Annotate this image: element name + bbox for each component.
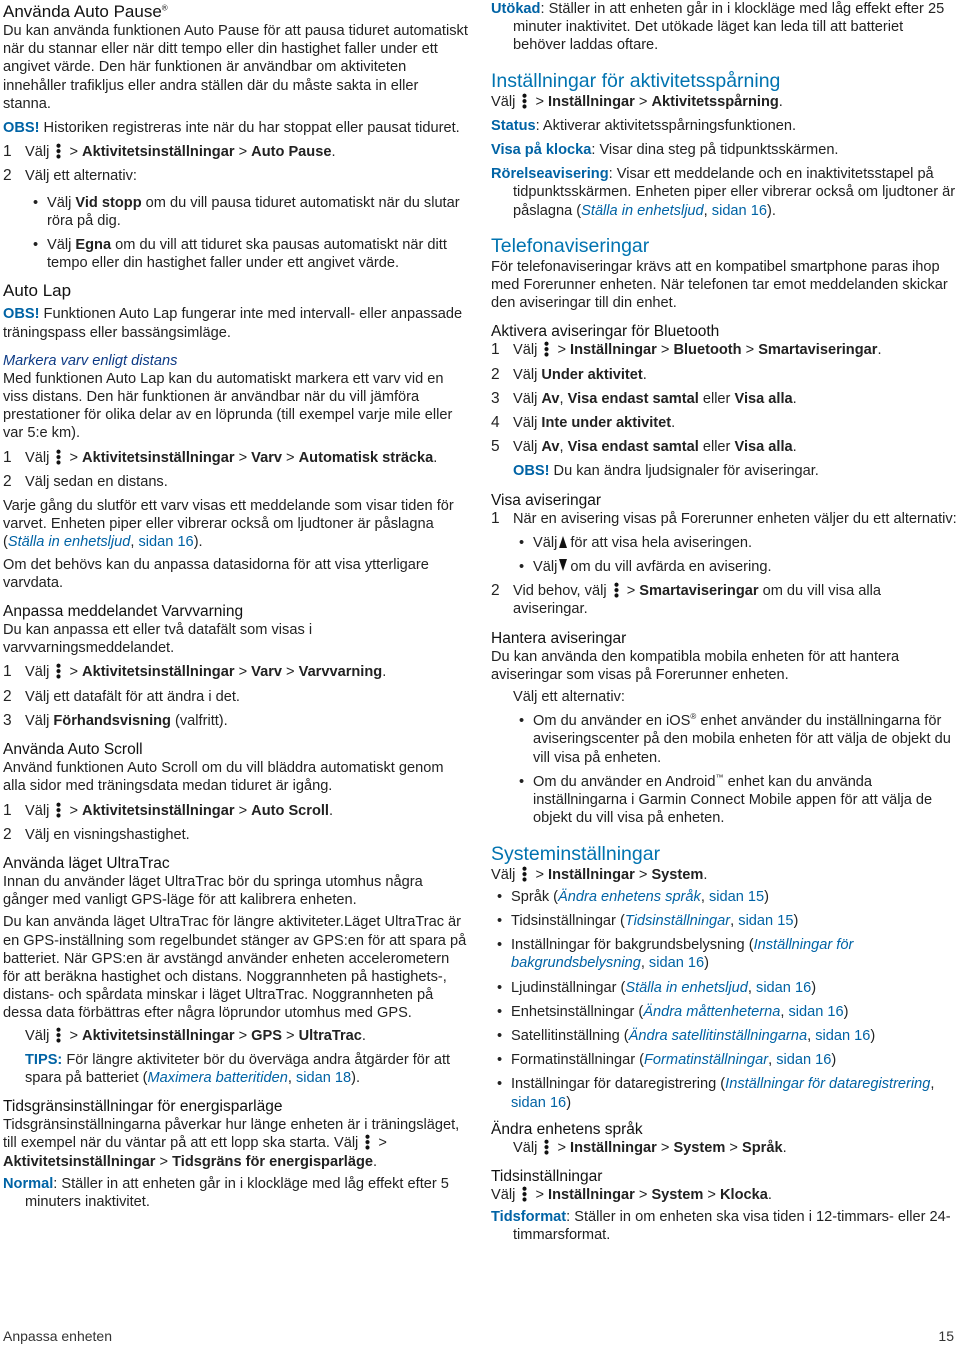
system-settings-link[interactable]: Ställa in enhetsljud xyxy=(625,979,748,996)
system-settings-item: • Inställningar för bakgrundsbelysning (Inställningar för bakgrundsbelysning, sidan 16) xyxy=(491,936,957,972)
activity-status: Status: Aktiverar aktivitetsspårningsfunktionen. xyxy=(491,117,796,134)
link-set-device-sound[interactable]: Ställa in enhetsljud xyxy=(581,202,704,219)
menu-dots-icon xyxy=(522,93,527,109)
view-step-1: 1 När en avisering visas på Forerunner enheten väljer du ett alternativ: xyxy=(491,509,957,527)
system-settings-link[interactable]: Ändra enhetens språk xyxy=(558,888,701,905)
heading-auto-lap: Auto Lap xyxy=(3,281,72,301)
footer-section-title: Anpassa enheten xyxy=(3,1328,112,1344)
menu-dots-icon xyxy=(522,866,527,882)
phone-intro: För telefonaviseringar krävs att en kompatibel smartphone paras ihop med Forerunner enheten. När telefonen tar emot meddelanden skickar den aviseringar till din enhet. xyxy=(491,258,948,312)
heading-activity-tracking: Inställningar för aktivitetsspårning xyxy=(491,69,781,92)
auto-lap-after-1: Varje gång du slutför ett varv visas ett meddelande som visar tiden för varvet. Enheten piper eller vibrerar också om ljudtoner är påslagna (Ställa in enhetsljud, sidan 16). xyxy=(3,498,454,551)
auto-scroll-intro: Använd funktionen Auto Scroll om du vill bläddra automatiskt genom alla sidor med träningsdata medan tiduret är igång. xyxy=(3,760,444,795)
timeout-p1: Tidsgränsinställningarna påverkar hur länge enheten är i träningsläget, till exempel när du väntar på att ett lopp ska starta. Välj > Aktivitetsinställningar > Tidsgräns för energisparläge. xyxy=(3,1117,460,1170)
auto-lap-step-1: 1 Välj > Aktivitetsinställningar > Varv > Automatisk sträcka. xyxy=(3,448,438,466)
auto-lap-after-2: Om det behövs kan du anpassa datasidorna för att visa ytterligare varvdata. xyxy=(3,556,429,591)
heading-change-language: Ändra enhetens språk xyxy=(491,1120,643,1138)
manage-option-ios: • Om du använder en iOS® enhet använder du inställningarna för aviseringscenter på den mobila enheten för att välja de objekt du vill visa på enheten. xyxy=(513,712,957,767)
activity-move-alert: Rörelseavisering: Visar ett meddelande och en inaktivitetsstapel på tidpunktsskärmen. Enheten piper eller vibrerar också om ljudtoner är påslagna (Ställa in enhetsljud, sidan 16). xyxy=(491,166,956,219)
lap-alert-step-3: 3 Välj Förhandsvisning (valfritt). xyxy=(3,711,228,729)
menu-dots-icon xyxy=(522,1186,527,1202)
bt-step-3: 3 Välj Av, Visa endast samtal eller Visa alla. xyxy=(491,389,797,407)
ultratrac-select: Välj > Aktivitetsinställningar > GPS > UltraTrac. xyxy=(25,1027,366,1044)
manage-select: Välj ett alternativ: xyxy=(513,689,625,706)
bt-step-2: 2 Välj Under aktivitet. xyxy=(491,365,647,383)
timeout-extended: Utökad: Ställer in att enheten går in i klockläge med låg effekt efter 25 minuter inaktivitet. Det utökade läget kan leda till att batteriet behöver laddas oftare. xyxy=(491,1,945,54)
lap-alert-step-2: 2 Välj ett datafält för att ändra i det. xyxy=(3,687,240,705)
system-settings-item: • Tidsinställningar (Tidsinställningar, sidan 15) xyxy=(491,912,957,930)
system-settings-link[interactable]: Inställningar för bakgrundsbelysning xyxy=(511,937,854,972)
auto-pause-intro: Du kan använda funktionen Auto Pause för att pausa tiduret automatiskt när du stannar eller när ditt tempo eller din hastighet faller under ett angivet värde. Den här funktionen är användbar om aktiviteten innehåller trafikljus eller andra ställen där du måste sakta in eller stanna. xyxy=(3,23,468,112)
left-column xyxy=(3,0,469,1211)
menu-dots-icon xyxy=(56,802,61,818)
menu-dots-icon xyxy=(56,1027,61,1043)
heading-view-notifications: Visa aviseringar xyxy=(491,491,601,509)
activity-select: Välj > Inställningar > Aktivitetsspårning. xyxy=(491,93,783,110)
bt-step-4: 4 Välj Inte under aktivitet. xyxy=(491,414,676,432)
heading-system-settings: Systeminställningar xyxy=(491,842,661,865)
system-settings-list xyxy=(491,888,957,1112)
auto-pause-step-2: 2 Välj ett alternativ: xyxy=(3,167,137,185)
link-maximize-battery[interactable]: Maximera batteritiden xyxy=(147,1069,288,1086)
system-select: Välj > Inställningar > System. xyxy=(491,866,708,883)
heading-auto-pause: Använda Auto Pause® xyxy=(3,2,168,21)
system-settings-link[interactable]: Ändra måttenheterna xyxy=(643,1003,781,1020)
heading-ultratrac: Använda läget UltraTrac xyxy=(3,854,170,872)
right-column xyxy=(491,0,957,1245)
time-format: Tidsformat: Ställer in om enheten ska visa tiden i 12-timmars- eller 24-timmarsformat. xyxy=(491,1209,951,1244)
view-option-down: • Välj om du vill avfärda en avisering. xyxy=(513,558,957,576)
heading-time-settings: Tidsinställningar xyxy=(491,1167,603,1185)
lap-alert-step-1: 1 Välj > Aktivitetsinställningar > Varv > Varvvarning. xyxy=(3,663,387,681)
timeout-normal: Normal: Ställer in att enheten går in i klockläge med låg effekt efter 5 minuters inaktivitet. xyxy=(3,1175,449,1210)
manage-option-android: • Om du använder en Android™ enhet kan du använda inställningarna i Garmin Connect Mobile appen för att välja de objekt du vill visa på enheten. xyxy=(513,773,957,828)
menu-dots-icon xyxy=(365,1134,370,1150)
heading-auto-scroll: Använda Auto Scroll xyxy=(3,741,143,759)
auto-lap-step-2: 2 Välj sedan en distans. xyxy=(3,472,168,490)
heading-bluetooth: Aktivera aviseringar för Bluetooth xyxy=(491,323,720,341)
language-select: Välj > Inställningar > System > Språk. xyxy=(513,1139,787,1156)
menu-dots-icon xyxy=(544,341,549,357)
system-settings-item: • Enhetsinställningar (Ändra måttenheterna, sidan 16) xyxy=(491,1003,957,1021)
system-settings-item: • Ljudinställningar (Ställa in enhetsljud, sidan 16) xyxy=(491,979,957,997)
menu-dots-icon xyxy=(56,663,61,679)
time-select: Välj > Inställningar > System > Klocka. xyxy=(491,1186,772,1203)
auto-lap-obs: OBS! Funktionen Auto Lap fungerar inte med intervall- eller anpassade träningspass eller bassängsimläge. xyxy=(3,306,463,341)
ultratrac-tips: TIPS: För längre aktiviteter bör du överväga andra åtgärder för att spara på batteriet (Maximera batteritiden, sidan 18). xyxy=(25,1051,451,1086)
manage-intro: Du kan använda den kompatibla mobila enheten för att hantera aviseringar som visas på Forerunner enheten. xyxy=(491,648,900,683)
heading-mark-laps: Markera varv enligt distans xyxy=(3,352,178,369)
auto-scroll-step-1: 1 Välj > Aktivitetsinställningar > Auto Scroll. xyxy=(3,801,334,819)
system-settings-link[interactable]: Formatinställningar xyxy=(644,1052,769,1069)
system-settings-link[interactable]: Ändra satellitinställningarna xyxy=(628,1027,808,1044)
activity-show-on-watch: Visa på klocka: Visar dina steg på tidpunktsskärmen. xyxy=(491,142,839,159)
menu-dots-icon xyxy=(614,582,619,598)
ultratrac-p1: Innan du använder läget UltraTrac bör du springa utomhus några gånger med vanligt GPS-läge för att kalibrera enheten. xyxy=(3,873,423,909)
mark-laps-intro: Med funktionen Auto Lap kan du automatiskt markera ett varv vid en viss distans. Den här funktionen är användbar när du vill jämföra prestationer för olika delar av en löprunda (till exempel varje mile eller var 5:e km). xyxy=(3,370,453,442)
down-arrow-icon xyxy=(559,559,567,571)
system-settings-link[interactable]: Tidsinställningar xyxy=(624,912,731,929)
footer-page-number: 15 xyxy=(938,1328,954,1344)
ultratrac-p2: Du kan använda läget UltraTrac för längre aktiviteter.Läget UltraTrac är en GPS-inställning som regelbundet stänger av GPS:en för att spara på batteriet. När GPS:en är avstängd använder enheten accelerometern för att beräkna hastighet och distans. Noggrannheten på hastighets-, distans- och spårdata minskar i läget UltraTrac. Noggrannheten på dessa data förbättras efter några löprundor utomhus med GPS. xyxy=(3,914,467,1022)
auto-pause-obs: OBS! Historiken registreras inte när du har stoppat eller pausat tiduret. xyxy=(3,120,460,137)
auto-scroll-step-2: 2 Välj en visningshastighet. xyxy=(3,825,190,843)
heading-lap-alert: Anpassa meddelandet Varvvarning xyxy=(3,603,244,621)
menu-dots-icon xyxy=(56,143,61,159)
heading-timeout: Tidsgränsinställningar för energisparläge xyxy=(3,1098,283,1116)
menu-dots-icon xyxy=(56,449,61,465)
view-option-up: • Välj för att visa hela aviseringen. xyxy=(513,534,957,552)
auto-pause-option-2: • Välj Egna om du vill att tiduret ska pausas automatiskt när ditt tempo eller din hastighet faller under ett angivet värde. xyxy=(27,236,469,272)
auto-pause-step-1: 1 Välj > Aktivitetsinställningar > Auto Pause. xyxy=(3,143,336,161)
system-settings-item: • Inställningar för dataregistrering (Inställningar för dataregistrering, sidan 16) xyxy=(491,1075,957,1111)
system-settings-item: • Språk (Ändra enhetens språk, sidan 15) xyxy=(491,888,957,906)
system-settings-link[interactable]: Inställningar för dataregistrering xyxy=(725,1076,931,1093)
auto-pause-option-1: • Välj Vid stopp om du vill pausa tiduret automatiskt när du slutar röra på dig. xyxy=(27,194,469,230)
bt-step-5: 5 Välj Av, Visa endast samtal eller Visa alla. xyxy=(491,438,797,456)
up-arrow-icon xyxy=(559,536,567,548)
system-settings-item: • Formatinställningar (Formatinställningar, sidan 16) xyxy=(491,1051,957,1069)
bt-step-5-obs: OBS! Du kan ändra ljudsignaler för aviseringar. xyxy=(513,463,819,480)
heading-phone-notifications: Telefonaviseringar xyxy=(491,234,650,257)
system-settings-item: • Satellitinställning (Ändra satellitinställningarna, sidan 16) xyxy=(491,1027,957,1045)
link-set-device-sound[interactable]: Ställa in enhetsljud xyxy=(7,534,131,551)
bt-step-1: 1 Välj > Inställningar > Bluetooth > Smartaviseringar. xyxy=(491,341,882,359)
heading-manage-notifications: Hantera aviseringar xyxy=(491,629,627,647)
menu-dots-icon xyxy=(544,1139,549,1155)
lap-alert-intro: Du kan anpassa ett eller två datafält som visas i varvvarningsmeddelandet. xyxy=(3,622,313,657)
view-step-2: 2 Vid behov, välj > Smartaviseringar om du vill visa alla aviseringar. xyxy=(491,582,882,618)
